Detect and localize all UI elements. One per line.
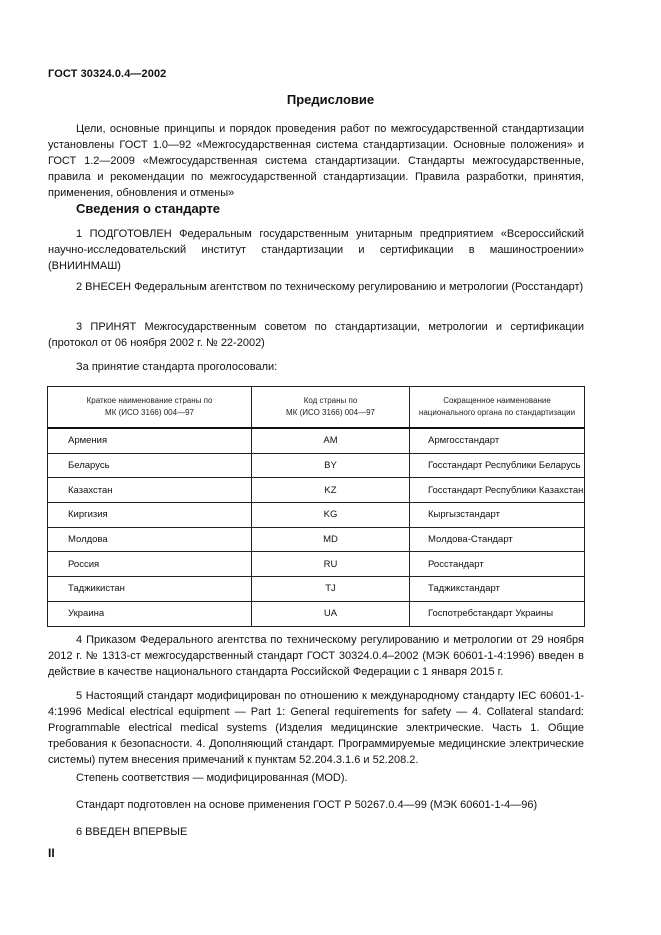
table-row — [48, 527, 585, 552]
cell-country: Казахстан — [48, 478, 252, 503]
cell-country: Киргизия — [48, 503, 252, 528]
table-row — [48, 552, 585, 577]
document-code-header: ГОСТ 30324.0.4—2002 — [48, 68, 167, 80]
cell-standards-body: Госпотребстандарт Украины — [410, 601, 585, 626]
vote-intro-text: За принятие стандарта проголосовали: — [76, 361, 278, 373]
cell-code: UA — [252, 601, 410, 626]
table-header-row — [48, 387, 585, 429]
preface-paragraph: Цели, основные принципы и порядок проведения работ по межгосударственной стандартизации установлены ГОСТ 1.0—92 «Межгосударственная система стандартизации. Основные положения» и ГОСТ 1.2—2009 «Межгосударственная система стандартизации. Стандарты межгосударственные, правила и рекомендации по межгосударственной стандартизации. Правила разработки, принятия, применения, обновления и отмены» — [48, 123, 584, 199]
table-row — [48, 428, 585, 453]
cell-country: Армения — [48, 428, 252, 453]
cell-code: MD — [252, 527, 410, 552]
cell-code: TJ — [252, 577, 410, 602]
table-row — [48, 478, 585, 503]
table-row — [48, 503, 585, 528]
cell-standards-body: Росстандарт — [410, 552, 585, 577]
table-row — [48, 453, 585, 478]
item-1-prepared: 1 ПОДГОТОВЛЕН Федеральным государственным унитарным предприятием «Всероссийский научно-исследовательский институт стандартизации и сертификации в машиностроении» (ВНИИНМАШ) — [48, 228, 584, 272]
cell-standards-body: Госстандарт Республики Казахстан — [410, 478, 585, 503]
item-5-modification: 5 Настоящий стандарт модифицирован по отношению к международному стандарту IEC 60601-1-4:1996 Medical electrical equipment — Part 1: General requirements for safety — 4. Collateral standard: Programmable electrical medical systems (Изделия медицинские электрические. Часть 1. Общие требования к безопасности. 4. Дополняющий стандарт. Программируемые медицинские электрические системы) путем внесения примечаний к пунктам 52.204.3.1.6 и 52.208.2. — [48, 690, 584, 766]
table-row — [48, 601, 585, 626]
conformity-degree: Степень соответствия — модифицированная (MOD). — [76, 772, 348, 784]
cell-standards-body: Молдова-Стандарт — [410, 527, 585, 552]
item-2-submitted: 2 ВНЕСЕН Федеральным агентством по техническому регулированию и метрологии (Росстандарт) — [76, 281, 584, 293]
header-country-name: Краткое наименование страны по МК (ИСО 3166) 004—97 — [48, 387, 252, 429]
item-3-adopted: 3 ПРИНЯТ Межгосударственным советом по стандартизации, метрологии и сертификации (протокол от 06 ноября 2002 г. № 22-2002) — [48, 321, 584, 349]
cell-country: Таджикистан — [48, 577, 252, 602]
cell-standards-body: Госстандарт Республики Беларусь — [410, 453, 585, 478]
cell-code: RU — [252, 552, 410, 577]
section-title-preface: Предисловие — [286, 92, 375, 107]
item-4-order: 4 Приказом Федерального агентства по техническому регулированию и метрологии от 29 ноября 2012 г. № 1313-ст межгосударственный стандарт ГОСТ 30324.0.4–2002 (МЭК 60601-1-4:1996) введен в действие в качестве национального стандарта Российской Федерации с 1 января 2015 г. — [48, 634, 584, 678]
cell-country: Молдова — [48, 527, 252, 552]
item-6-introduced: 6 ВВЕДЕН ВПЕРВЫЕ — [76, 826, 188, 838]
table-row — [48, 577, 585, 602]
header-country-code: Код страны по МК (ИСО 3166) 004—97 — [252, 387, 410, 429]
cell-standards-body: Армгосстандарт — [410, 428, 585, 453]
cell-country: Россия — [48, 552, 252, 577]
cell-code: KG — [252, 503, 410, 528]
voting-countries-table — [47, 386, 585, 627]
cell-standards-body: Таджикстандарт — [410, 577, 585, 602]
basis-statement: Стандарт подготовлен на основе применения ГОСТ Р 50267.0.4—99 (МЭК 60601-1-4—96) — [76, 799, 538, 811]
cell-code: BY — [252, 453, 410, 478]
cell-code: KZ — [252, 478, 410, 503]
cell-standards-body: Кыргызстандарт — [410, 503, 585, 528]
cell-country: Украина — [48, 601, 252, 626]
cell-code: AM — [252, 428, 410, 453]
cell-country: Беларусь — [48, 453, 252, 478]
page-number: II — [48, 846, 55, 860]
header-standards-body: Сокращенное наименование национального органа по стандартизации — [410, 387, 585, 429]
standard-info-heading: Сведения о стандарте — [76, 201, 221, 216]
